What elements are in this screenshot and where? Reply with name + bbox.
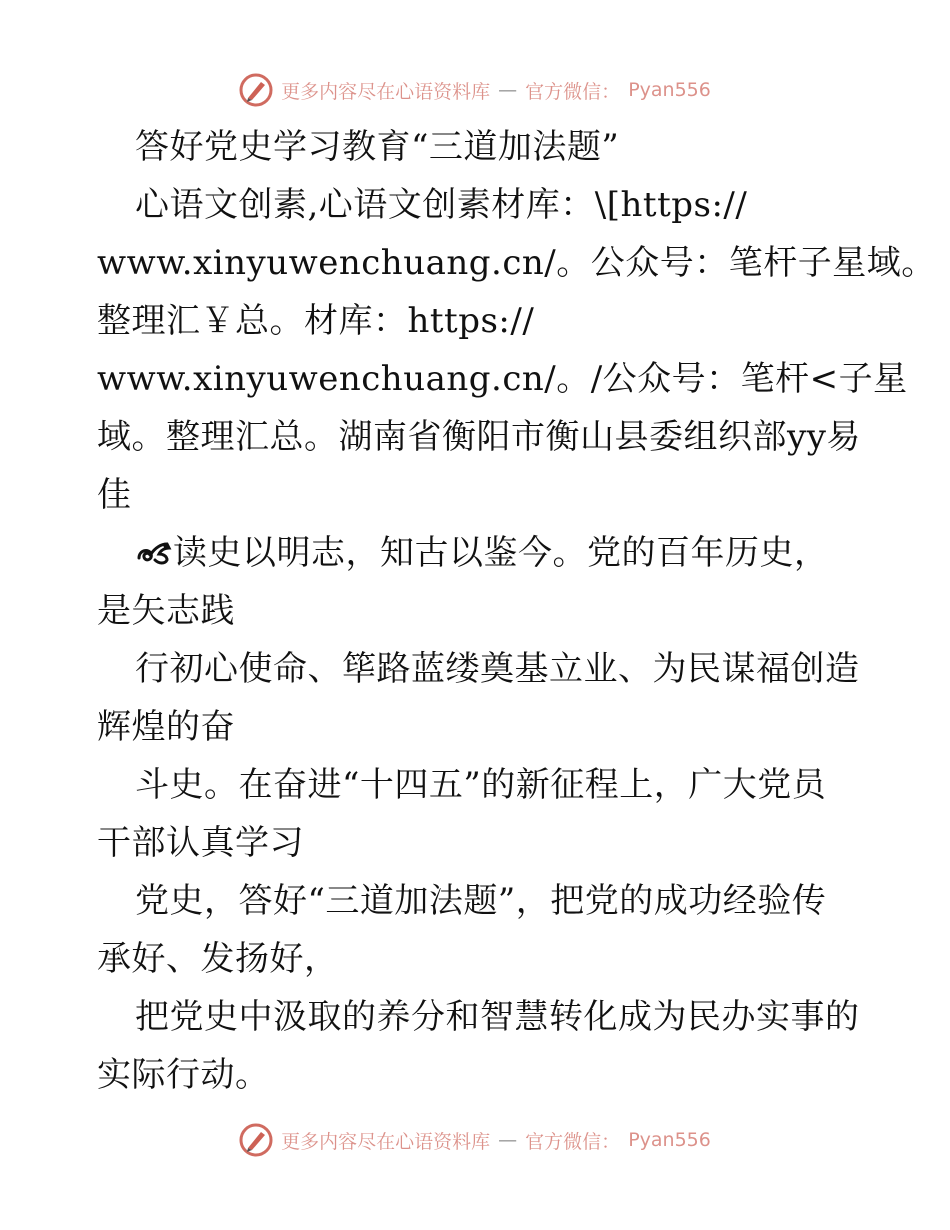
text-line: 行初心使命、筚路蓝缕奠基立业、为民谋福创造 [135, 649, 860, 689]
watermark-footer [0, 1120, 950, 1160]
text-line: 整理汇￥总。材库：https:// [97, 301, 535, 341]
text-line: 干部认真学习 [97, 823, 304, 863]
text-line: www.xinyuwenchuang.cn/。/公众号：笔杆<子星 [97, 359, 908, 399]
watermark-header [0, 70, 950, 110]
text-line: 承好、发扬好， [97, 939, 339, 979]
watermark-separator: — [498, 1129, 518, 1151]
watermark-contact-id: Pyan556 [628, 79, 711, 101]
text-line: 心语文创素,心语文创素材库：\[https:// [135, 185, 748, 225]
watermark-separator: — [498, 79, 518, 101]
text-line: 把党史中汲取的养分和智慧转化成为民办实事的 [135, 997, 860, 1037]
pen-circle-icon [239, 73, 273, 107]
scroll-ornament-icon [135, 538, 173, 568]
watermark-contact-id: Pyan556 [628, 1129, 711, 1151]
watermark-contact-label: 官方微信： [525, 80, 621, 103]
pen-circle-icon [239, 1123, 273, 1157]
text-line: 是矢志践 [97, 591, 235, 631]
text-line-with-bullet [135, 524, 829, 582]
text-line: 辉煌的奋 [97, 707, 235, 747]
text-line: 域。整理汇总。湖南省衡阳市衡山县委组织部yy易 [97, 417, 861, 457]
text-line: 佳 [97, 475, 132, 515]
text-line: 斗史。在奋进“十四五”的新征程上，广大党员 [135, 765, 827, 805]
watermark-main-text: 更多内容尽在心语资料库 [281, 1130, 491, 1153]
text-line-content: 读史以明志，知古以鉴今。党的百年历史， [173, 533, 829, 573]
text-line: 党史，答好“三道加法题”，把党的成功经验传 [135, 881, 827, 921]
document-title: 答好党史学习教育“三道加法题” [135, 127, 620, 167]
watermark-main-text: 更多内容尽在心语资料库 [281, 80, 491, 103]
watermark-contact-label: 官方微信： [525, 1130, 621, 1153]
text-line: www.xinyuwenchuang.cn/。公众号：笔杆子星域。 [97, 243, 936, 283]
text-line: 实际行动。 [97, 1055, 270, 1095]
